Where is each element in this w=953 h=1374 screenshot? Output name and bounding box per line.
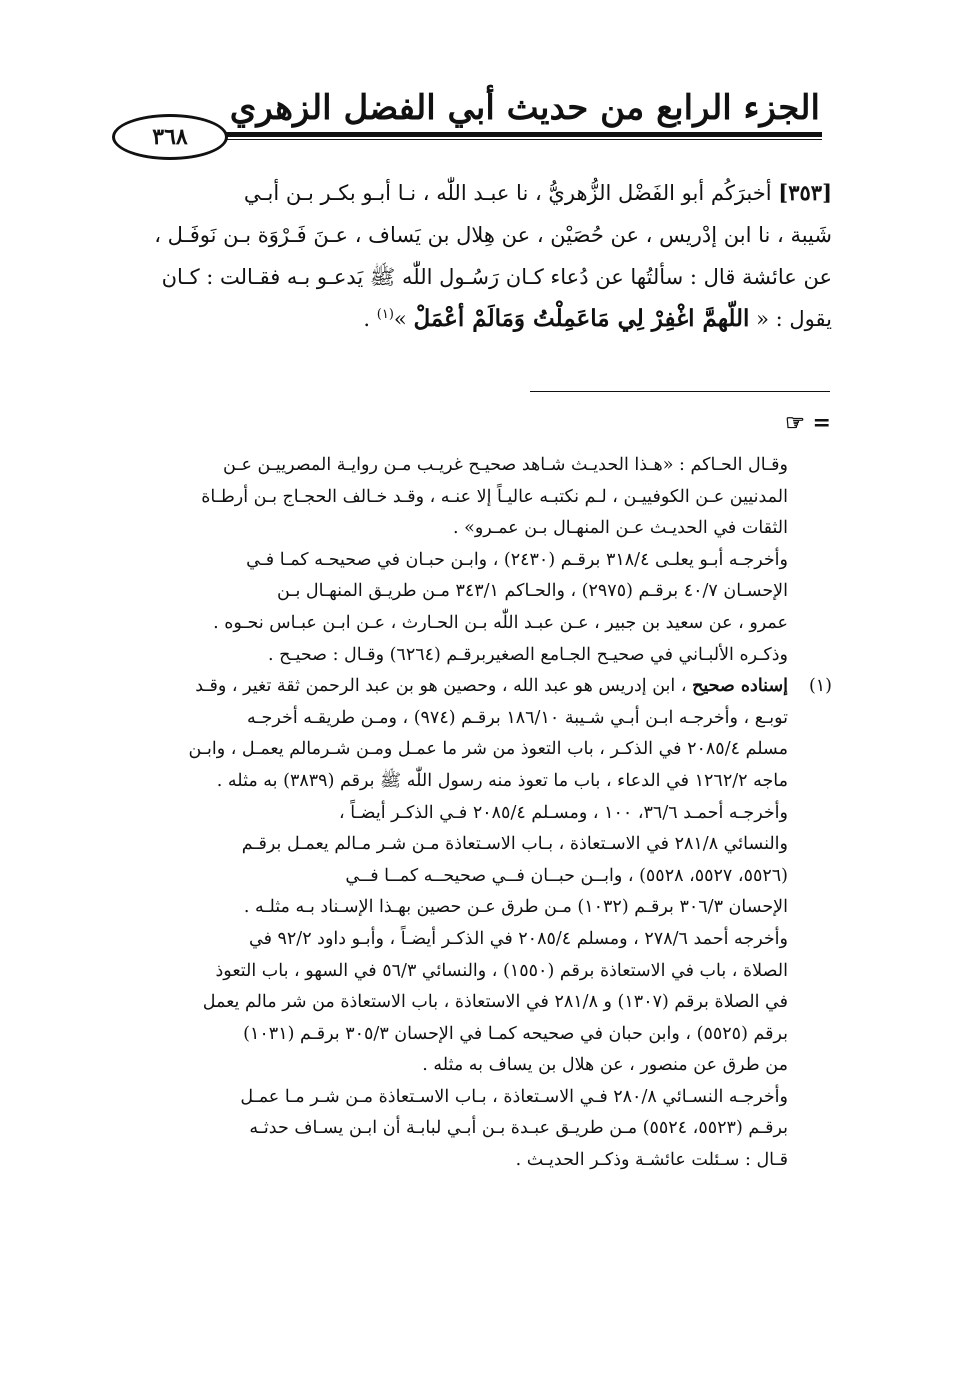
- hadith-line: [٣٥٣] أخبرَكُم أبو الفَضْل الزُّهريُّ ، نا عبـد اللّٰه ، نـا أبـو بكـر بـن أبـي: [243, 180, 832, 205]
- hadith-line: عن عائشة قال : سألتُها عن دُعاء كـان رَسُـول اللّٰه ﷺ يَدعـو بـه فقـالت : كـان: [161, 265, 832, 289]
- footnote-divider: [530, 391, 830, 392]
- footnote-line: وقـال الحـاكم : «هـذا الحديـث شـاهد صحيـح غريـب مـن روايـة المصرييـن عـن: [223, 455, 788, 475]
- footnote-line: توبـع ، وأخرجـه ابـن أبـي شـيبة ١٨٦/١٠ برقـم (٩٧٤) ، ومـن طريقـه أخرجـه: [247, 707, 788, 728]
- footnote-line: وأخرجه أحمد ٢٧٨/٦ ، ومسلم ٢٠٨٥/٤ في الذكـر أيضـاً ، وأبـو داود ٩٢/٢ في: [248, 928, 788, 949]
- footnote-number: (١): [808, 676, 832, 697]
- footnote-line: برقـم (٥٥٢٣، ٥٥٢٤) مـن طريـق عبـدة بـن أبـي لبابـة أن ابـن يسـاف حدثـه: [249, 1118, 788, 1139]
- footnote-line: والنسائي ٢٨١/٨ في الاسـتعاذة ، بـاب الاسـتعاذة مـن شـر مـالم يعمـل برقـم: [241, 834, 788, 855]
- footnotes: [122, 450, 832, 1177]
- footnote-line: برقم (٥٥٢٥) ، وابن حبان في صحيحه كمـا في الإحسان ٣٠٥/٣ برقـم (١٠٣١): [243, 1023, 788, 1044]
- footnote-line: ماجه ١٢٦٢/٢ في الدعاء ، باب ما تعوذ منه رسول اللّٰه ﷺ برقم (٣٨٣٩) به مثله .: [216, 770, 788, 791]
- footnote-1: [122, 671, 832, 1177]
- page-number: ٣٦٨: [112, 114, 228, 160]
- footnote-line: وأخرجـه أحمـد ٣٦/٦، ١٠٠ ، ومسـلم ٢٠٨٥/٤ فـي الذكـر أيضـاً ،: [339, 802, 788, 823]
- prophet-quote: اللّهمَّ اغْفِرْ لِي مَاعَمِلْتُ وَمَالَمْ أعْمَلْ: [413, 305, 750, 332]
- footnote-line: قـال : سـئلت عائشـة وذكـر الحديـث .: [515, 1150, 788, 1171]
- header-rule-thin: [212, 139, 822, 140]
- footnote-line: (١)إسناده صحيح ، ابن إدريس هو عبد الله ، وحصين هو بن عبد الرحمن ثقة تغير ، وقـد: [122, 671, 788, 703]
- page-header: [112, 86, 828, 148]
- footnote-line: الإحسان ٣٠٦/٣ برقـم (١٠٣٢) مـن طرق عـن حصين بهـذا الإسـناد بـه مثلـه .: [243, 897, 788, 918]
- footnote-line: مسلم ٢٠٨٥/٤ في الذكـر ، باب التعوذ من شر ما عمـل ومـن شـرمالم يعمـل ، وابـن: [188, 739, 788, 760]
- running-title: الجزء الرابع من حديث أبي الفضل الزهري: [229, 88, 820, 128]
- footnote-lead: إسناده صحيح: [692, 676, 788, 697]
- hadith-line: يقول : « اللّهمَّ اغْفِرْ لِي مَاعَمِلْتُ وَمَالَمْ أعْمَلْ »$^{(١)}$ .: [363, 305, 832, 332]
- footnote-line: في الصلاة برقم (١٣٠٧) و ٢٨١/٨ في الاستعاذة ، باب الاستعاذة من شر مالم يعمل: [202, 992, 788, 1013]
- footnote-line: من طرق عن منصور ، عن هلال بن يساف به مثله .: [422, 1055, 788, 1076]
- footnote-line: الإحسـان ٤٠/٧ برقـم (٢٩٧٥) ، والحـاكم ٣٤٣/١ مـن طريـق المنهـال بـن: [277, 581, 788, 602]
- footnote-line: وأخرجـه النسـائي ٢٨٠/٨ فـي الاسـتعاذة ، بـاب الاسـتعاذة مـن شـر مـا عمـل: [240, 1086, 788, 1107]
- footnote-ref: (١): [376, 307, 394, 322]
- hadith-number: [٣٥٣]: [778, 180, 832, 205]
- continuation-mark: = ☞: [785, 410, 831, 436]
- hadith-line: شَيبة ، نا ابن إدْريس ، عن حُصَيْن ، عن هِلال بن يَساف ، عـنَ فَـرْوَة بـن نَوفَـل ،: [154, 223, 832, 247]
- prev-footnote-continuation: [122, 450, 832, 671]
- footnote-line: المدنيين عـن الكوفييـن ، لـم نكتبـه عاليـاً إلا عنـه ، وقـد خـالف الحجـاج بـن أرطـاة: [201, 486, 788, 507]
- footnote-line: وذكـره الألبـاني في صحيـح الجـامع الصغيربرقـم (٦٢٦٤) وقـال : صحيـح .: [268, 644, 788, 665]
- footnote-line: عمرو ، عن سعيد بن جبير ، عـن عبـد اللّٰه بـن الحـارث ، عـن ابـن عبـاس نحـوه .: [213, 612, 788, 633]
- header-rule: [212, 132, 822, 137]
- footnote-line: الصلاة ، باب في الاستعاذة برقم (١٥٥٠) ، والنسائي ٥٦/٣ في السهو ، باب التعوذ: [215, 960, 788, 981]
- footnote-line: وأخرجـه أبـو يعلـى ٣١٨/٤ برقـم (٢٤٣٠) ، وابـن حبـان في صحيحـه كمـا فـي: [246, 549, 788, 570]
- footnote-line: (٥٥٢٦، ٥٥٢٧، ٥٥٢٨) ، وابــن حبــان فــي صحيحــه كمــا فــي: [345, 865, 788, 886]
- footnote-line: الثقات في الحديـث عـن المنهـال بـن عمـرو» .: [453, 518, 788, 539]
- hadith-text: [122, 172, 832, 340]
